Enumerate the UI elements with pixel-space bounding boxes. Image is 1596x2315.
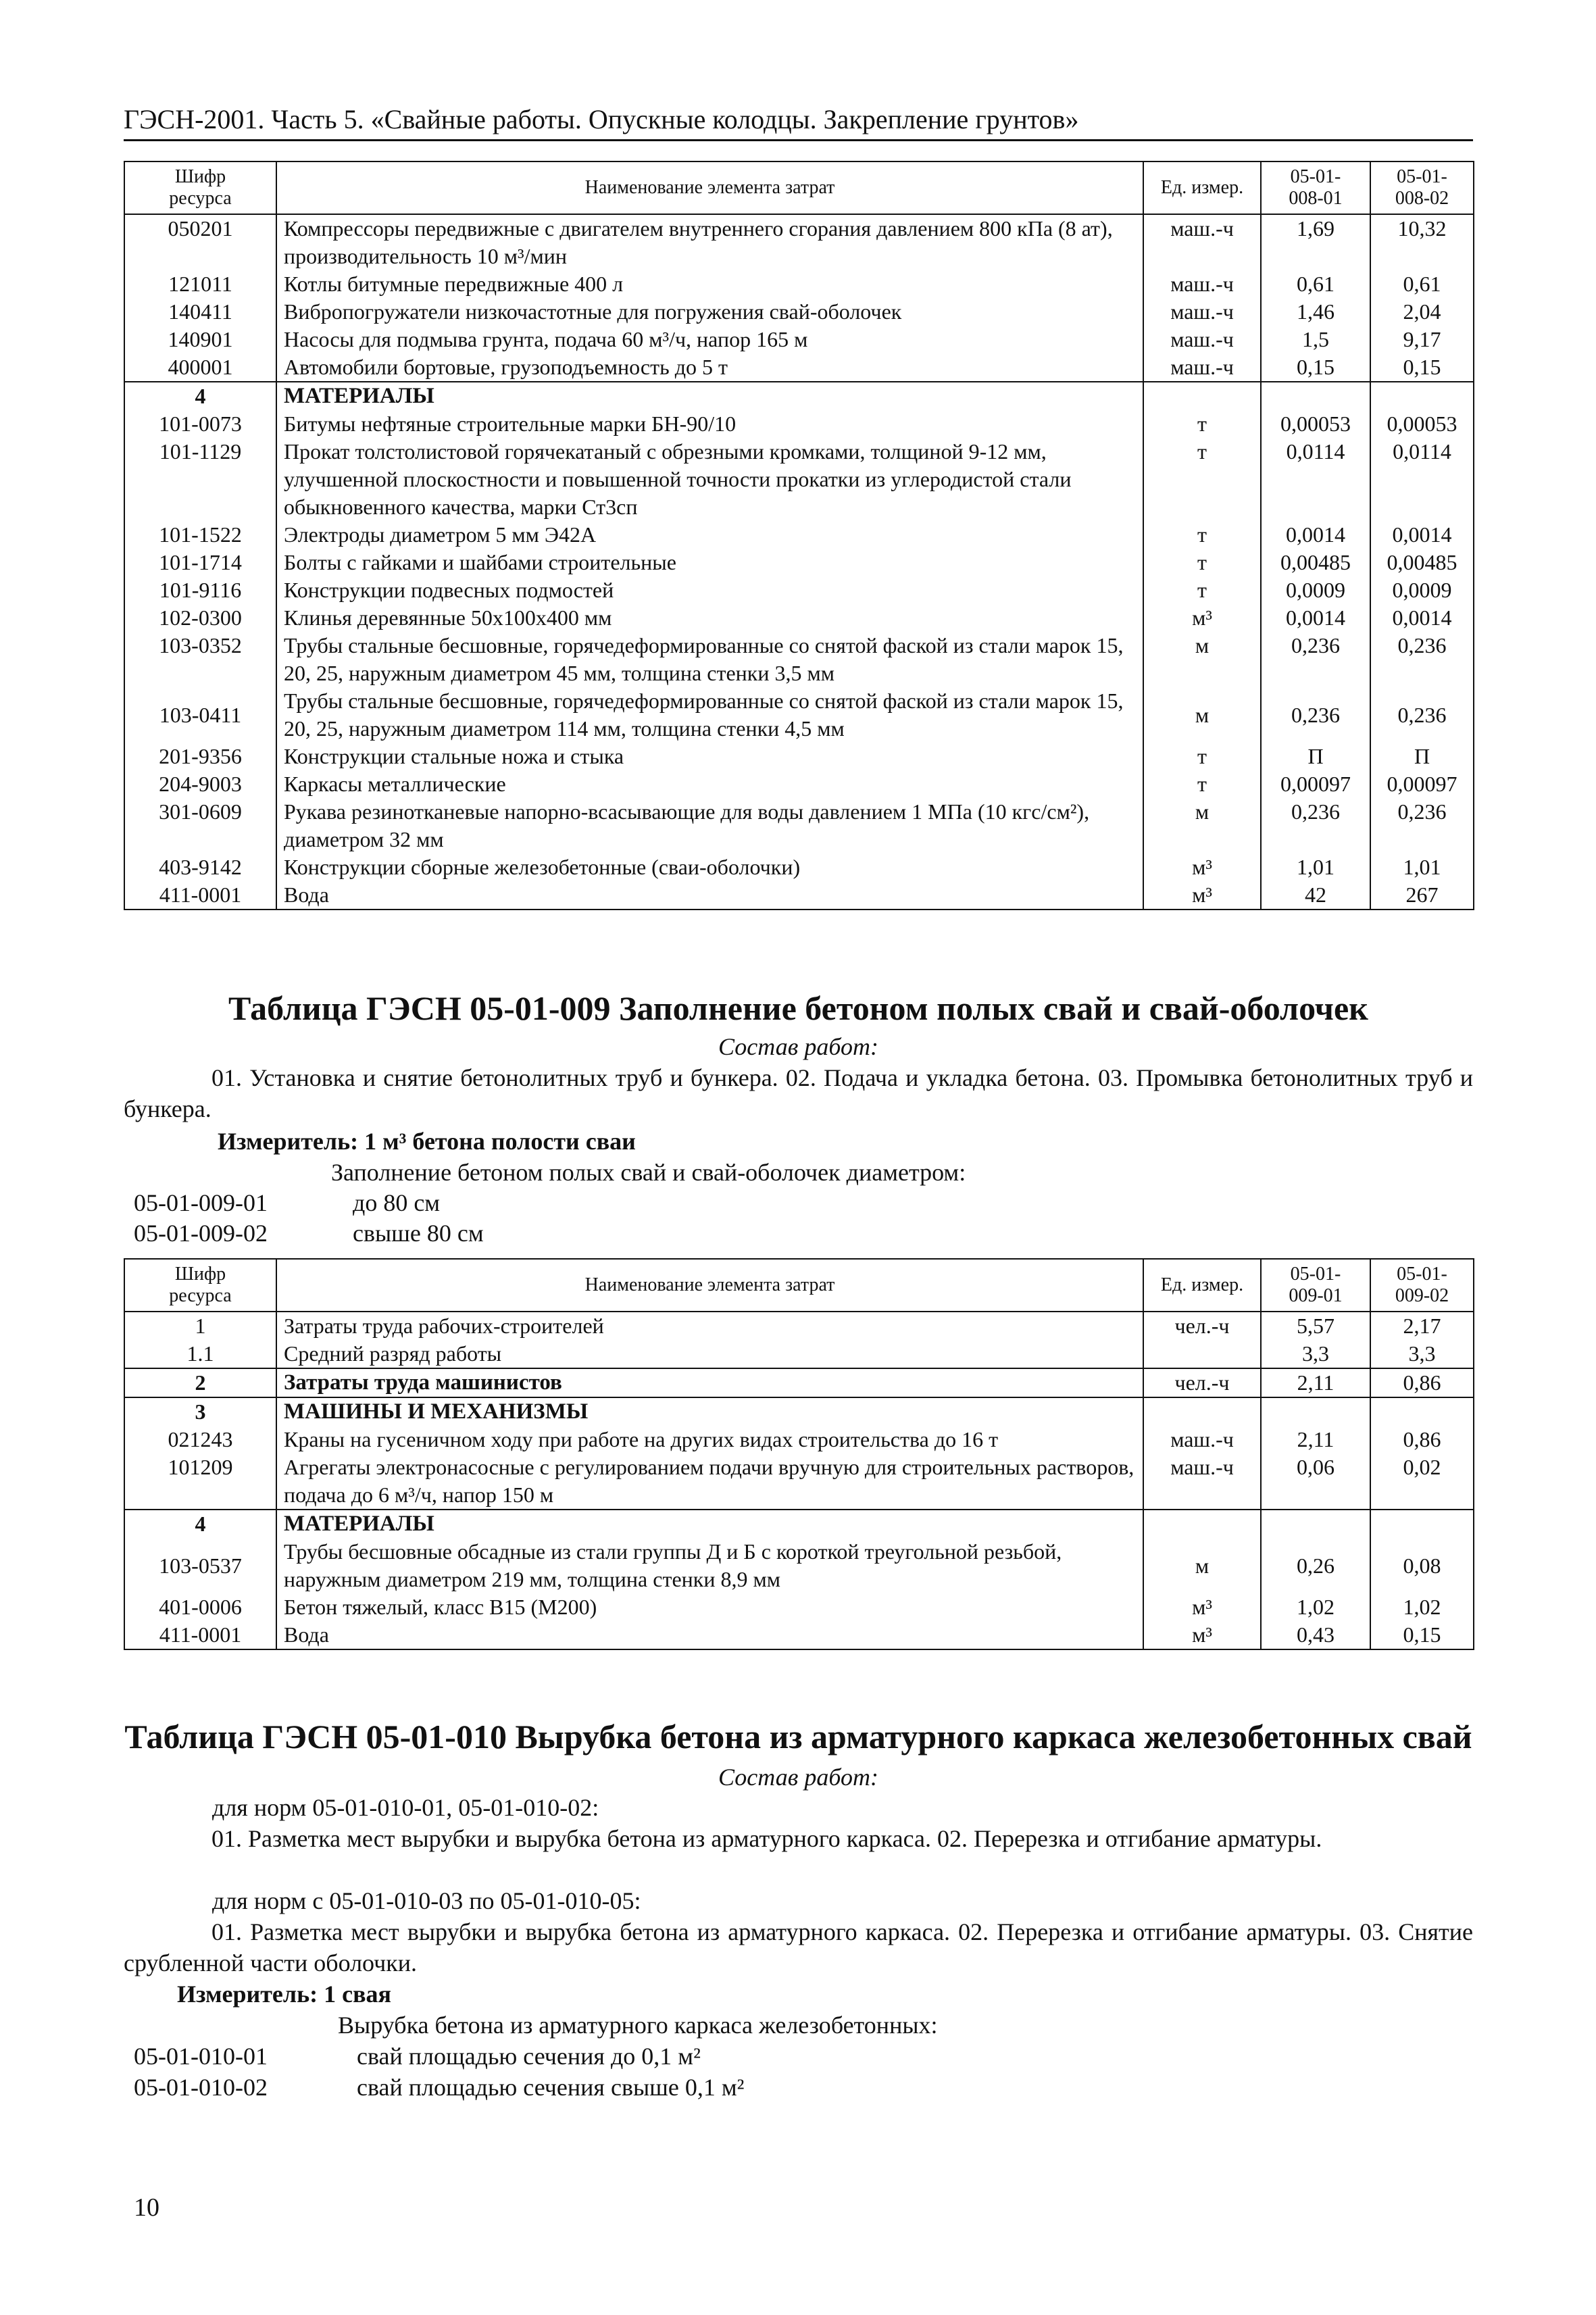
table-row: [124, 549, 1474, 576]
norm-text: до 80 см: [353, 1189, 441, 1216]
cell-value-1: 2,11: [1261, 1368, 1370, 1397]
cell-unit: маш.-ч: [1143, 326, 1261, 353]
cell-unit: м³: [1143, 1621, 1261, 1649]
cell-code: 4: [124, 382, 276, 410]
cell-code: 101-0073: [124, 410, 276, 438]
table-row: [124, 438, 1474, 521]
cell-name: Конструкции сборные железобетонные (сваи-оболочки): [276, 853, 1143, 881]
table-row: [124, 214, 1474, 270]
cell-value-2: 0,61: [1370, 270, 1474, 298]
table-header-row: [124, 1259, 1474, 1312]
composition-label: Состав работ:: [718, 1033, 878, 1060]
cell-value-1: 0,236: [1261, 798, 1370, 853]
cell-value-2: 0,0014: [1370, 521, 1474, 549]
works-description-2: 01. Разметка мест вырубки и вырубка бетона из арматурного каркаса. 02. Перерезка и отгибание арматуры. 03. Снятие срубленной части оболочки.: [124, 1918, 1473, 1976]
resource-table-05-01-009: [124, 1258, 1474, 1650]
cell-value-2: 0,0114: [1370, 438, 1474, 521]
cell-value-2: 0,15: [1370, 353, 1474, 382]
cell-value-1: 1,69: [1261, 214, 1370, 270]
cell-value-2: 0,00053: [1370, 410, 1474, 438]
cell-code: 2: [124, 1368, 276, 1397]
cell-value-2: 9,17: [1370, 326, 1474, 353]
running-header: ГЭСН-2001. Часть 5. «Свайные работы. Опускные колодцы. Закрепление грунтов»: [124, 103, 1473, 141]
table-row: [124, 632, 1474, 687]
cell-value-2: [1370, 382, 1474, 410]
cell-name: Агрегаты электронасосные с регулированием подачи вручную для строительных растворов, подача до 6 м³/ч, напор 150 м: [276, 1453, 1143, 1510]
table-row: [124, 576, 1474, 604]
cell-value-1: 1,02: [1261, 1593, 1370, 1621]
table-row: [124, 326, 1474, 353]
header-unit: Ед. измер.: [1143, 1259, 1261, 1312]
cell-name: Трубы бесшовные обсадные из стали группы Д и Б с короткой треугольной резьбой, наружным диаметром 219 мм, толщина стенки 8,9 мм: [276, 1538, 1143, 1593]
cell-code: 103-0537: [124, 1538, 276, 1593]
cell-unit: м³: [1143, 881, 1261, 910]
cell-name: МАТЕРИАЛЫ: [276, 382, 1143, 410]
cell-unit: маш.-ч: [1143, 298, 1261, 326]
norm-text: свыше 80 см: [353, 1220, 484, 1247]
norms-intro: Вырубка бетона из арматурного каркаса железобетонных:: [338, 2012, 938, 2039]
cell-code: 1.1: [124, 1340, 276, 1368]
cell-unit: т: [1143, 549, 1261, 576]
table-title-05-01-010: Таблица ГЭСН 05-01-010 Вырубка бетона из арматурного каркаса железобетонных свай: [124, 1718, 1472, 1756]
cell-code: 101-1522: [124, 521, 276, 549]
cell-value-1: 0,0014: [1261, 521, 1370, 549]
table-section-row: [124, 1510, 1474, 1538]
cell-code: 101209: [124, 1453, 276, 1510]
cell-name: Краны на гусеничном ходу при работе на других видах строительства до 16 т: [276, 1426, 1143, 1453]
cell-code: 103-0411: [124, 687, 276, 743]
cell-name: Болты с гайками и шайбами строительные: [276, 549, 1143, 576]
cell-value-1: 0,236: [1261, 687, 1370, 743]
cell-name: Компрессоры передвижные с двигателем внутреннего сгорания давлением 800 кПа (8 ат), производительность 10 м³/мин: [276, 214, 1143, 270]
cell-code: 101-1129: [124, 438, 276, 521]
header-code: Шифр ресурса: [124, 1259, 276, 1312]
cell-value-1: 2,11: [1261, 1426, 1370, 1453]
cell-unit: м: [1143, 632, 1261, 687]
table-row: [124, 1312, 1474, 1340]
cell-name: Средний разряд работы: [276, 1340, 1143, 1368]
cell-name: Прокат толстолистовой горячекатаный с обрезными кромками, толщиной 9-12 мм, улучшенной плоскостности и повышенной точности прокатки из углеродистой стали обыкновенного качества, марки Ст3сп: [276, 438, 1143, 521]
cell-unit: т: [1143, 410, 1261, 438]
cell-value-1: [1261, 382, 1370, 410]
cell-name: Клинья деревянные 50х100х400 мм: [276, 604, 1143, 632]
cell-value-2: 0,08: [1370, 1538, 1474, 1593]
header-norm-1: 05-01- 009-01: [1261, 1259, 1370, 1312]
cell-name: Битумы нефтяные строительные марки БН-90/10: [276, 410, 1143, 438]
table-row: [124, 353, 1474, 382]
cell-name: Вода: [276, 881, 1143, 910]
cell-value-1: 0,00053: [1261, 410, 1370, 438]
header-name: Наименование элемента затрат: [276, 161, 1143, 214]
cell-value-1: 0,00097: [1261, 770, 1370, 798]
table-row: [124, 410, 1474, 438]
cell-name: Насосы для подмыва грунта, подача 60 м³/ч, напор 165 м: [276, 326, 1143, 353]
table-row: [124, 770, 1474, 798]
cell-name: Конструкции стальные ножа и стыка: [276, 743, 1143, 770]
table-row: [124, 521, 1474, 549]
cell-unit: т: [1143, 770, 1261, 798]
cell-value-1: 0,0114: [1261, 438, 1370, 521]
norms-scope-1: для норм 05-01-010-01, 05-01-010-02:: [212, 1794, 599, 1821]
cell-value-1: 1,01: [1261, 853, 1370, 881]
cell-value-2: 3,3: [1370, 1340, 1474, 1368]
cell-name: Рукава резинотканевые напорно-всасывающие для воды давлением 1 МПа (10 кгс/см²), диаметром 32 мм: [276, 798, 1143, 853]
cell-unit: чел.-ч: [1143, 1312, 1261, 1340]
cell-value-2: П: [1370, 743, 1474, 770]
cell-unit: м³: [1143, 1593, 1261, 1621]
cell-name: Каркасы металлические: [276, 770, 1143, 798]
cell-value-1: 0,61: [1261, 270, 1370, 298]
header-norm-1: 05-01- 008-01: [1261, 161, 1370, 214]
cell-value-1: 1,5: [1261, 326, 1370, 353]
cell-value-1: 0,15: [1261, 353, 1370, 382]
cell-unit: т: [1143, 743, 1261, 770]
cell-unit: [1143, 1510, 1261, 1538]
table-row: [124, 1621, 1474, 1649]
table-row: [124, 1426, 1474, 1453]
cell-value-2: 0,00485: [1370, 549, 1474, 576]
norm-text: свай площадью сечения свыше 0,1 м²: [357, 2074, 745, 2101]
norms-scope-2: для норм с 05-01-010-03 по 05-01-010-05:: [212, 1887, 641, 1914]
cell-unit: м: [1143, 798, 1261, 853]
cell-value-2: 2,17: [1370, 1312, 1474, 1340]
cell-name: МАТЕРИАЛЫ: [276, 1510, 1143, 1538]
cell-value-2: 0,0014: [1370, 604, 1474, 632]
works-description: 01. Установка и снятие бетонолитных труб и бункера. 02. Подача и укладка бетона. 03. Промывка бетонолитных труб и бункера.: [124, 1064, 1473, 1122]
page-number: 10: [134, 2193, 159, 2222]
cell-value-2: 267: [1370, 881, 1474, 910]
norm-code: 05-01-010-01: [134, 2043, 268, 2070]
cell-value-2: 10,32: [1370, 214, 1474, 270]
cell-name: МАШИНЫ И МЕХАНИЗМЫ: [276, 1397, 1143, 1426]
cell-value-1: П: [1261, 743, 1370, 770]
cell-value-1: 1,46: [1261, 298, 1370, 326]
cell-name: Затраты труда машинистов: [276, 1368, 1143, 1397]
cell-name: Затраты труда рабочих-строителей: [276, 1312, 1143, 1340]
cell-value-2: 1,01: [1370, 853, 1474, 881]
cell-unit: [1143, 1340, 1261, 1368]
norm-text: свай площадью сечения до 0,1 м²: [357, 2043, 701, 2070]
cell-code: 101-1714: [124, 549, 276, 576]
header-name: Наименование элемента затрат: [276, 1259, 1143, 1312]
table-section-row: [124, 1397, 1474, 1426]
cell-code: 204-9003: [124, 770, 276, 798]
table-row: [124, 743, 1474, 770]
cell-code: 301-0609: [124, 798, 276, 853]
cell-unit: м: [1143, 1538, 1261, 1593]
cell-value-2: 0,86: [1370, 1368, 1474, 1397]
cell-value-1: 0,00485: [1261, 549, 1370, 576]
cell-value-2: [1370, 1510, 1474, 1538]
table-header-row: [124, 161, 1474, 214]
header-norm-2: 05-01- 008-02: [1370, 161, 1474, 214]
cell-value-2: 0,236: [1370, 632, 1474, 687]
cell-value-1: [1261, 1510, 1370, 1538]
cell-unit: м³: [1143, 604, 1261, 632]
table-row: [124, 1453, 1474, 1510]
cell-code: 400001: [124, 353, 276, 382]
cell-code: 411-0001: [124, 881, 276, 910]
cell-unit: [1143, 1397, 1261, 1426]
table-body: [124, 1312, 1474, 1649]
norm-code: 05-01-010-02: [134, 2074, 268, 2101]
cell-value-2: 1,02: [1370, 1593, 1474, 1621]
cell-value-1: 0,0014: [1261, 604, 1370, 632]
composition-label: Состав работ:: [718, 1764, 878, 1791]
cell-code: 403-9142: [124, 853, 276, 881]
cell-code: 050201: [124, 214, 276, 270]
cell-unit: [1143, 382, 1261, 410]
cell-unit: маш.-ч: [1143, 270, 1261, 298]
table-row: [124, 270, 1474, 298]
table-body: [124, 214, 1474, 910]
cell-name: Котлы битумные передвижные 400 л: [276, 270, 1143, 298]
cell-value-1: 3,3: [1261, 1340, 1370, 1368]
cell-code: 102-0300: [124, 604, 276, 632]
works-description-1: 01. Разметка мест вырубки и вырубка бетона из арматурного каркаса. 02. Перерезка и отгибание арматуры.: [211, 1825, 1322, 1852]
cell-value-2: 0,0009: [1370, 576, 1474, 604]
cell-unit: т: [1143, 521, 1261, 549]
cell-value-1: 42: [1261, 881, 1370, 910]
table-row: [124, 853, 1474, 881]
cell-value-1: 0,236: [1261, 632, 1370, 687]
norm-code: 05-01-009-02: [134, 1220, 268, 1247]
cell-unit: маш.-ч: [1143, 1453, 1261, 1510]
table-row: [124, 604, 1474, 632]
meter-line: Измеритель: 1 свая: [177, 1981, 392, 2008]
cell-value-2: [1370, 1397, 1474, 1426]
cell-unit: м: [1143, 687, 1261, 743]
cell-value-2: 0,236: [1370, 798, 1474, 853]
cell-value-1: 0,0009: [1261, 576, 1370, 604]
cell-name: Конструкции подвесных подмостей: [276, 576, 1143, 604]
cell-unit: маш.-ч: [1143, 214, 1261, 270]
norm-code: 05-01-009-01: [134, 1189, 268, 1216]
table-row: [124, 881, 1474, 910]
cell-unit: м³: [1143, 853, 1261, 881]
header-unit: Ед. измер.: [1143, 161, 1261, 214]
cell-code: 401-0006: [124, 1593, 276, 1621]
table-row: [124, 1340, 1474, 1368]
cell-value-1: 0,06: [1261, 1453, 1370, 1510]
cell-value-2: 2,04: [1370, 298, 1474, 326]
header-code: Шифр ресурса: [124, 161, 276, 214]
cell-unit: маш.-ч: [1143, 353, 1261, 382]
cell-unit: т: [1143, 576, 1261, 604]
cell-value-2: 0,236: [1370, 687, 1474, 743]
resource-table-05-01-008: [124, 161, 1474, 910]
meter-line: Измеритель: 1 м³ бетона полости сваи: [218, 1128, 636, 1155]
cell-name: Бетон тяжелый, класс В15 (М200): [276, 1593, 1143, 1621]
cell-name: Электроды диаметром 5 мм Э42А: [276, 521, 1143, 549]
cell-value-1: 5,57: [1261, 1312, 1370, 1340]
cell-value-2: 0,02: [1370, 1453, 1474, 1510]
norms-intro: Заполнение бетоном полых свай и свай-оболочек диаметром:: [331, 1159, 966, 1186]
cell-code: 140411: [124, 298, 276, 326]
cell-code: 201-9356: [124, 743, 276, 770]
cell-unit: т: [1143, 438, 1261, 521]
cell-code: 103-0352: [124, 632, 276, 687]
cell-value-1: 0,43: [1261, 1621, 1370, 1649]
cell-code: 101-9116: [124, 576, 276, 604]
cell-unit: маш.-ч: [1143, 1426, 1261, 1453]
table-row: [124, 687, 1474, 743]
cell-code: 121011: [124, 270, 276, 298]
cell-code: 3: [124, 1397, 276, 1426]
cell-value-2: 0,15: [1370, 1621, 1474, 1649]
header-norm-2: 05-01- 009-02: [1370, 1259, 1474, 1312]
table-title-05-01-009: Таблица ГЭСН 05-01-009 Заполнение бетоном полых свай и свай-оболочек: [228, 989, 1368, 1027]
cell-unit: чел.-ч: [1143, 1368, 1261, 1397]
table-row: [124, 1593, 1474, 1621]
cell-value-2: 0,00097: [1370, 770, 1474, 798]
cell-value-1: 0,26: [1261, 1538, 1370, 1593]
cell-name: Вибропогружатели низкочастотные для погружения свай-оболочек: [276, 298, 1143, 326]
table-row: [124, 798, 1474, 853]
cell-name: Трубы стальные бесшовные, горячедеформированные со снятой фаской из стали марок 15, 20, 25, наружным диаметром 45 мм, толщина стенки 3,5 мм: [276, 632, 1143, 687]
cell-code: 4: [124, 1510, 276, 1538]
table-section-row: [124, 382, 1474, 410]
cell-name: Автомобили бортовые, грузоподъемность до 5 т: [276, 353, 1143, 382]
cell-code: 411-0001: [124, 1621, 276, 1649]
table-row: [124, 1538, 1474, 1593]
cell-name: Трубы стальные бесшовные, горячедеформированные со снятой фаской из стали марок 15, 20, 25, наружным диаметром 114 мм, толщина стенки 4,5 мм: [276, 687, 1143, 743]
cell-name: Вода: [276, 1621, 1143, 1649]
cell-code: 021243: [124, 1426, 276, 1453]
table-row: [124, 1368, 1474, 1397]
cell-value-1: [1261, 1397, 1370, 1426]
cell-code: 1: [124, 1312, 276, 1340]
cell-value-2: 0,86: [1370, 1426, 1474, 1453]
table-row: [124, 298, 1474, 326]
cell-code: 140901: [124, 326, 276, 353]
